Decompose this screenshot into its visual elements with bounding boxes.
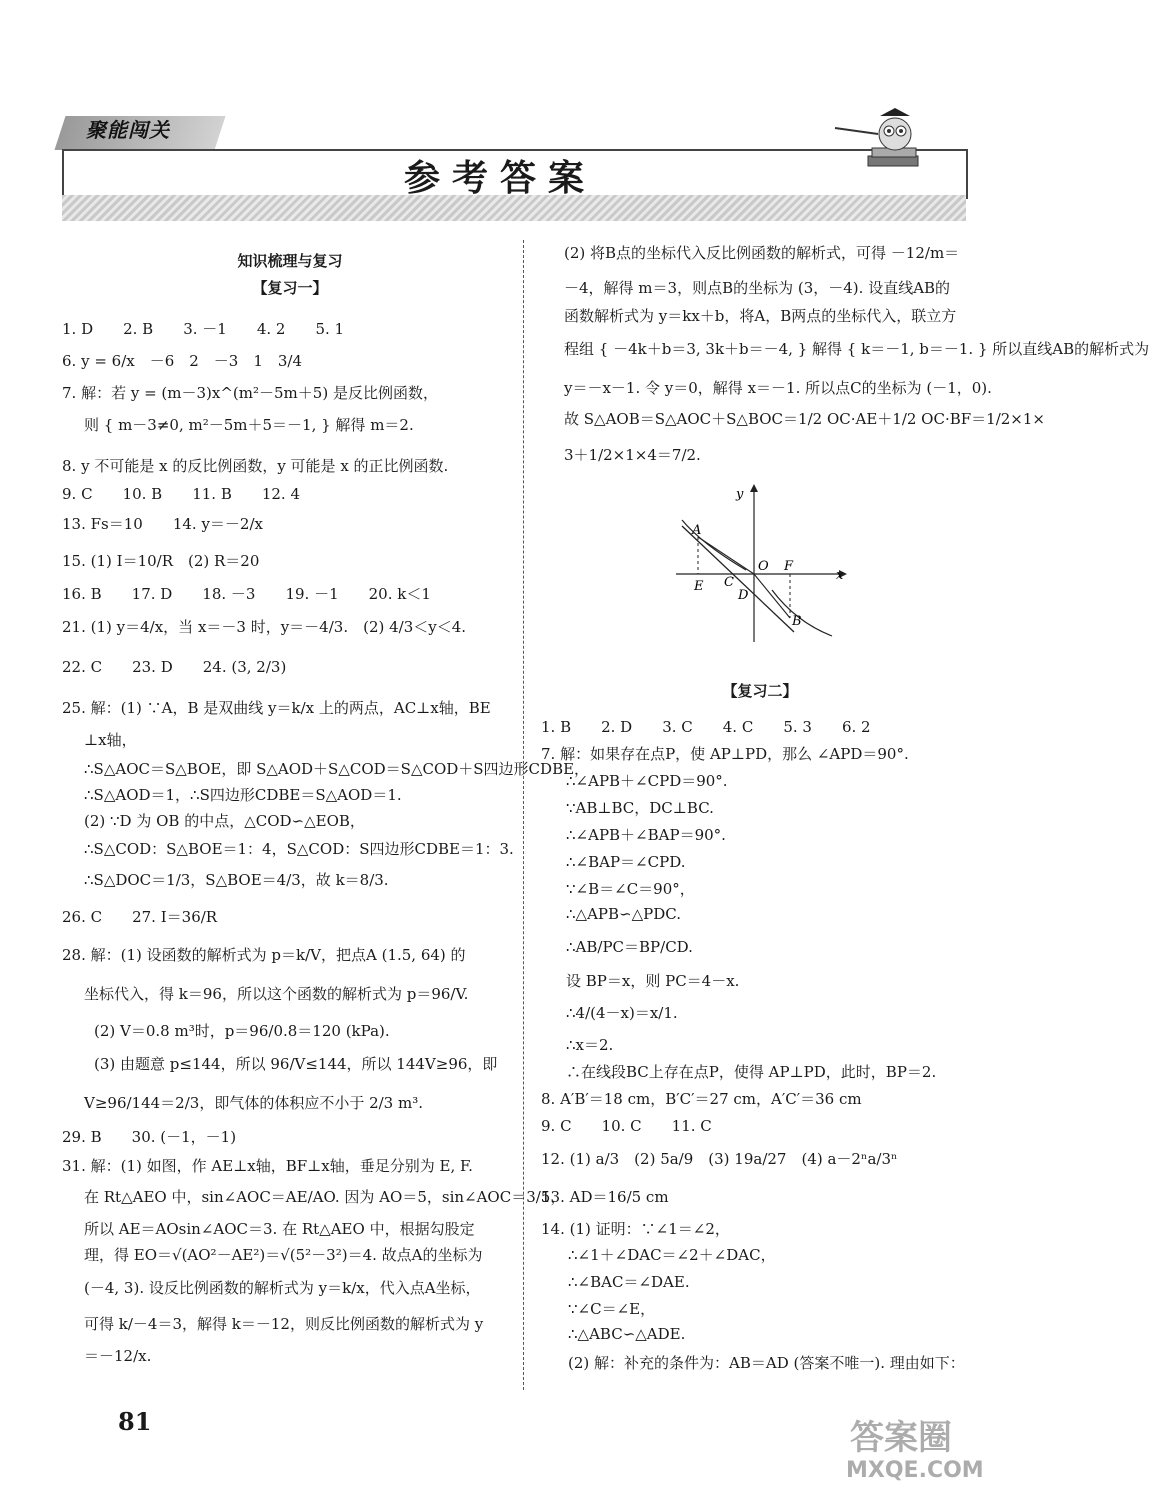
graph-label-o: O [758,559,769,574]
answer-line: 7. 解：若 y = (m－3)x^(m²－5m＋5) 是反比例函数， [62,384,438,402]
answer-line: 13. AD＝16/5 cm [541,1188,669,1206]
answer-line: ∴AB/PC＝BP/CD. [566,938,693,956]
graph-label-x: x [836,568,844,583]
owl-mascot-icon [830,104,940,174]
answer-line: ＝－12/x. [84,1347,152,1365]
answer-line: ∴∠1＋∠DAC＝∠2＋∠DAC， [568,1246,776,1264]
answer-line: ∴在线段BC上存在点P，使得 AP⊥PD，此时，BP＝2. [566,1063,937,1081]
answer-line: ∵∠C＝∠E， [568,1300,656,1318]
answer-line: ∴S△AOC＝S△BOE，即 S△AOD＋S△COD＝S△COD＋S四边形CDBE， [84,760,590,778]
column-divider [523,240,524,1390]
brand-logo: 聚能闯关 [86,118,170,142]
answer-line: V≥96/144＝2/3，即气体的体积应不小于 2/3 m³. [84,1094,423,1112]
answer-line: 29. B 30. (－1，－1) [62,1128,237,1146]
answer-line: (2) 解：补充的条件为：AB＝AD (答案不唯一). 理由如下： [568,1354,965,1372]
answer-line: (2) V＝0.8 m³时，p＝96/0.8＝120 (kPa). [94,1022,390,1040]
answer-line: ∴△APB∽△PDC. [566,905,681,923]
answer-line: 22. C 23. D 24. (3, 2/3) [62,658,287,676]
answer-line: 8. A′B′＝18 cm，B′C′＝27 cm，A′C′＝36 cm [541,1090,862,1108]
answer-line: 3＋1/2×1×4＝7/2. [564,446,701,464]
answer-line: 在 Rt△AEO 中，sin∠AOC＝AE/AO. 因为 AO＝5，sin∠AOC＝3/5， [84,1188,566,1206]
graph-label-f: F [784,559,794,574]
answer-line: 9. C 10. C 11. C [541,1117,712,1135]
graph-label-d: D [738,588,749,603]
answer-line: 7. 解：如果存在点P，使 AP⊥PD，那么 ∠APD＝90°. [541,745,909,763]
answer-line: 设 BP＝x，则 PC＝4－x. [566,972,740,990]
watermark-url: MXQE.COM [846,1458,984,1483]
answer-line: 函数解析式为 y＝kx＋b，将A，B两点的坐标代入，联立方 [564,307,957,325]
graph-label-e: E [694,579,704,594]
subsection-title-2: 【复习二】 [722,682,798,700]
answer-line: ∴4/(4－x)＝x/1. [566,1004,678,1022]
answer-line: 14. (1) 证明：∵∠1＝∠2， [541,1220,730,1238]
answer-line: 程组 { －4k＋b＝3, 3k＋b＝－4, } 解得 { k＝－1, b＝－1. } 所以直线AB的解析式为 [564,340,1149,358]
answer-line: ∵∠B＝∠C＝90°， [566,880,695,898]
page-title: 参考答案 [403,157,596,199]
coordinate-graph [664,482,854,652]
answer-line: (2) 将B点的坐标代入反比例函数的解析式，可得 －12/m＝ [564,244,960,262]
answer-line: ∴∠BAC＝∠DAE. [568,1273,690,1291]
section-title: 知识梳理与复习 [237,252,343,270]
answer-line: 1. D 2. B 3. －1 4. 2 5. 1 [62,320,345,338]
answer-line: ∴∠APB＋∠BAP＝90°. [566,826,726,844]
answer-line: 21. (1) y＝4/x，当 x＝－3 时，y＝－4/3. (2) 4/3＜y＜4. [62,618,467,636]
answer-line: 28. 解：(1) 设函数的解析式为 p＝k/V，把点A (1.5, 64) 的 [62,946,466,964]
answer-line: ∴x＝2. [566,1036,614,1054]
answer-line: 12. (1) a/3 (2) 5a/9 (3) 19a/27 (4) a－2ⁿa/3ⁿ [541,1150,898,1168]
watermark-logo: 答案圈 [850,1418,952,1458]
answer-line: －4，解得 m＝3，则点B的坐标为 (3，－4). 设直线AB的 [564,279,951,297]
answer-line: ∴S△AOD＝1，∴S四边形CDBE＝S△AOD＝1. [84,786,402,804]
answer-line: ∴∠APB＋∠CPD＝90°. [566,772,728,790]
answer-line: 8. y 不可能是 x 的反比例函数，y 可能是 x 的正比例函数. [62,457,449,475]
answer-line: 9. C 10. B 11. B 12. 4 [62,485,301,503]
answer-line: 26. C 27. I＝36/R [62,908,218,926]
answer-line: 15. (1) I＝10/R (2) R＝20 [62,552,260,570]
answer-line: ∴S△DOC＝1/3，S△BOE＝4/3，故 k＝8/3. [84,871,389,889]
answer-line: (2) ∵D 为 OB 的中点，△COD∽△EOB， [84,812,365,830]
answer-line: (－4, 3). 设反比例函数的解析式为 y＝k/x，代入点A坐标， [84,1279,481,1297]
answer-line: 故 S△AOB＝S△AOC＋S△BOC＝1/2 OC·AE＋1/2 OC·BF＝1/2×1× [564,410,1045,428]
answer-line: 可得 k/－4＝3，解得 k＝－12，则反比例函数的解析式为 y [84,1315,484,1333]
answer-line: 25. 解：(1) ∵A，B 是双曲线 y＝k/x 上的两点，AC⊥x轴，BE [62,699,491,717]
answer-line: ∵AB⊥BC，DC⊥BC. [566,799,714,817]
answer-line: ⊥x轴， [84,731,137,749]
subsection-title-1: 【复习一】 [252,279,328,297]
graph-label-a: A [692,523,702,538]
answer-line: 理，得 EO＝√(AO²－AE²)＝√(5²－3²)＝4. 故点A的坐标为 [84,1246,483,1264]
answer-line: 则 { m－3≠0, m²－5m＋5＝－1, } 解得 m＝2. [84,416,414,434]
graph-label-y: y [736,487,744,502]
answer-line: 坐标代入，得 k＝96，所以这个函数的解析式为 p＝96/V. [84,985,469,1003]
answer-line: 16. B 17. D 18. －3 19. －1 20. k＜1 [62,585,431,603]
page-number: 81 [118,1407,152,1436]
answer-line: ∴∠BAP＝∠CPD. [566,853,686,871]
graph-label-b: B [792,614,802,629]
answer-line: 1. B 2. D 3. C 4. C 5. 3 6. 2 [541,718,871,736]
answer-line: ∴S△COD：S△BOE＝1：4，S△COD：S四边形CDBE＝1：3. [84,840,514,858]
answer-line: 所以 AE＝AOsin∠AOC＝3. 在 Rt△AEO 中，根据勾股定 [84,1220,475,1238]
graph-label-c: C [724,575,734,590]
answer-line: 6. y = 6/x －6 2 －3 1 3/4 [62,352,303,370]
answer-line: y＝－x－1. 令 y＝0，解得 x＝－1. 所以点C的坐标为 (－1，0). [564,379,992,397]
answer-line: ∴△ABC∽△ADE. [568,1325,686,1343]
answer-line: 31. 解：(1) 如图，作 AE⊥x轴，BF⊥x轴，垂足分别为 E, F. [62,1157,473,1175]
answer-line: 13. Fs＝10 14. y＝－2/x [62,515,263,533]
answer-line: (3) 由题意 p≤144，所以 96/V≤144，所以 144V≥96，即 [94,1055,498,1073]
